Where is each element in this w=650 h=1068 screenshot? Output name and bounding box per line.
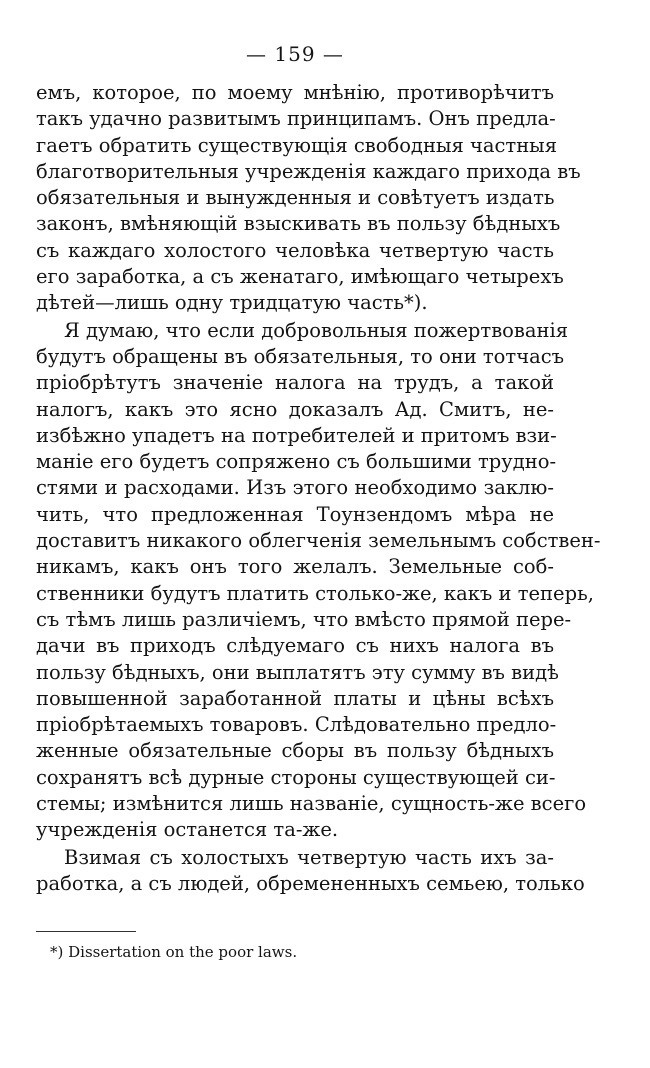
text-line: такъ удачно развитымъ принципамъ. Онъ предла- xyxy=(36,107,556,131)
text-line: дѣтей—лишь одну тридцатую часть*). xyxy=(36,291,428,315)
text-line: его заработка, а съ женатаго, имѣющаго четырехъ xyxy=(36,265,564,289)
paragraph xyxy=(36,80,581,317)
text-line: стемы; измѣнится лишь названіе, сущность-же всего xyxy=(36,792,587,816)
text-line: никамъ, какъ онъ того желалъ. Земельные соб- xyxy=(36,555,554,579)
text-line: гаетъ обратить существующія свободныя частныя xyxy=(36,133,558,157)
text-line: доставитъ никакого облегченія земельнымъ собствен- xyxy=(36,529,601,553)
text-line: работка, а съ людей, обремененныхъ семьею, только xyxy=(36,871,585,895)
book-page xyxy=(36,40,601,962)
text-line: учрежденія останется та-же. xyxy=(36,818,339,842)
text-line: женные обязательные сборы въ пользу бѣдныхъ xyxy=(36,739,554,763)
text-line: законъ, вмѣняющій взыскивать въ пользу бѣдныхъ xyxy=(36,212,561,236)
text-line: маніе его будетъ сопряжено съ большими трудно- xyxy=(36,450,557,474)
text-line: чить, что предложенная Тоунзендомъ мѣра не xyxy=(36,502,554,526)
footnote: *) Dissertation on the poor laws. xyxy=(50,943,298,962)
text-line: пріобрѣтаемыхъ товаровъ. Слѣдовательно предло- xyxy=(36,713,557,737)
footnote-rule xyxy=(36,931,136,932)
text-line: ственники будутъ платить столько-же, какъ и теперь, xyxy=(36,581,594,605)
text-line: Взимая съ холостыхъ четвертую часть ихъ за- xyxy=(64,845,554,869)
text-line: пользу бѣдныхъ, они выплатятъ эту сумму въ видѣ xyxy=(36,660,559,684)
text-line: дачи въ приходъ слѣдуемаго съ нихъ налога въ xyxy=(36,634,554,658)
body-text xyxy=(36,80,601,897)
text-line: повышенной заработанной платы и цѣны всѣхъ xyxy=(36,686,554,710)
text-line: пріобрѣтутъ значеніе налога на трудъ, а такой xyxy=(36,371,554,395)
text-line: Я думаю, что если добровольныя пожертвованія xyxy=(64,318,569,342)
text-line: избѣжно упадетъ на потребителей и притомъ взи- xyxy=(36,423,557,447)
text-line: сохранятъ всѣ дурные стороны существующей си- xyxy=(36,765,556,789)
text-line: налогъ, какъ это ясно доказалъ Ад. Смитъ, не- xyxy=(36,397,554,421)
text-line: съ каждаго холостого человѣка четвертую часть xyxy=(36,238,554,262)
text-line: обязательныя и вынужденныя и совѣтуетъ издать xyxy=(36,186,555,210)
paragraph xyxy=(36,318,601,844)
text-line: съ тѣмъ лишь различіемъ, что вмѣсто прямой пере- xyxy=(36,607,572,631)
text-line: емъ, которое, по моему мнѣнію, противорѣчитъ xyxy=(36,81,554,104)
text-line: благотворительныя учрежденія каждаго прихода въ xyxy=(36,159,581,183)
paragraph xyxy=(36,845,585,898)
page-number: — 159 — xyxy=(246,42,344,66)
text-line: стями и расходами. Изъ этого необходимо заклю- xyxy=(36,476,554,500)
text-line: будутъ обращены въ обязательныя, то они тотчасъ xyxy=(36,344,565,368)
